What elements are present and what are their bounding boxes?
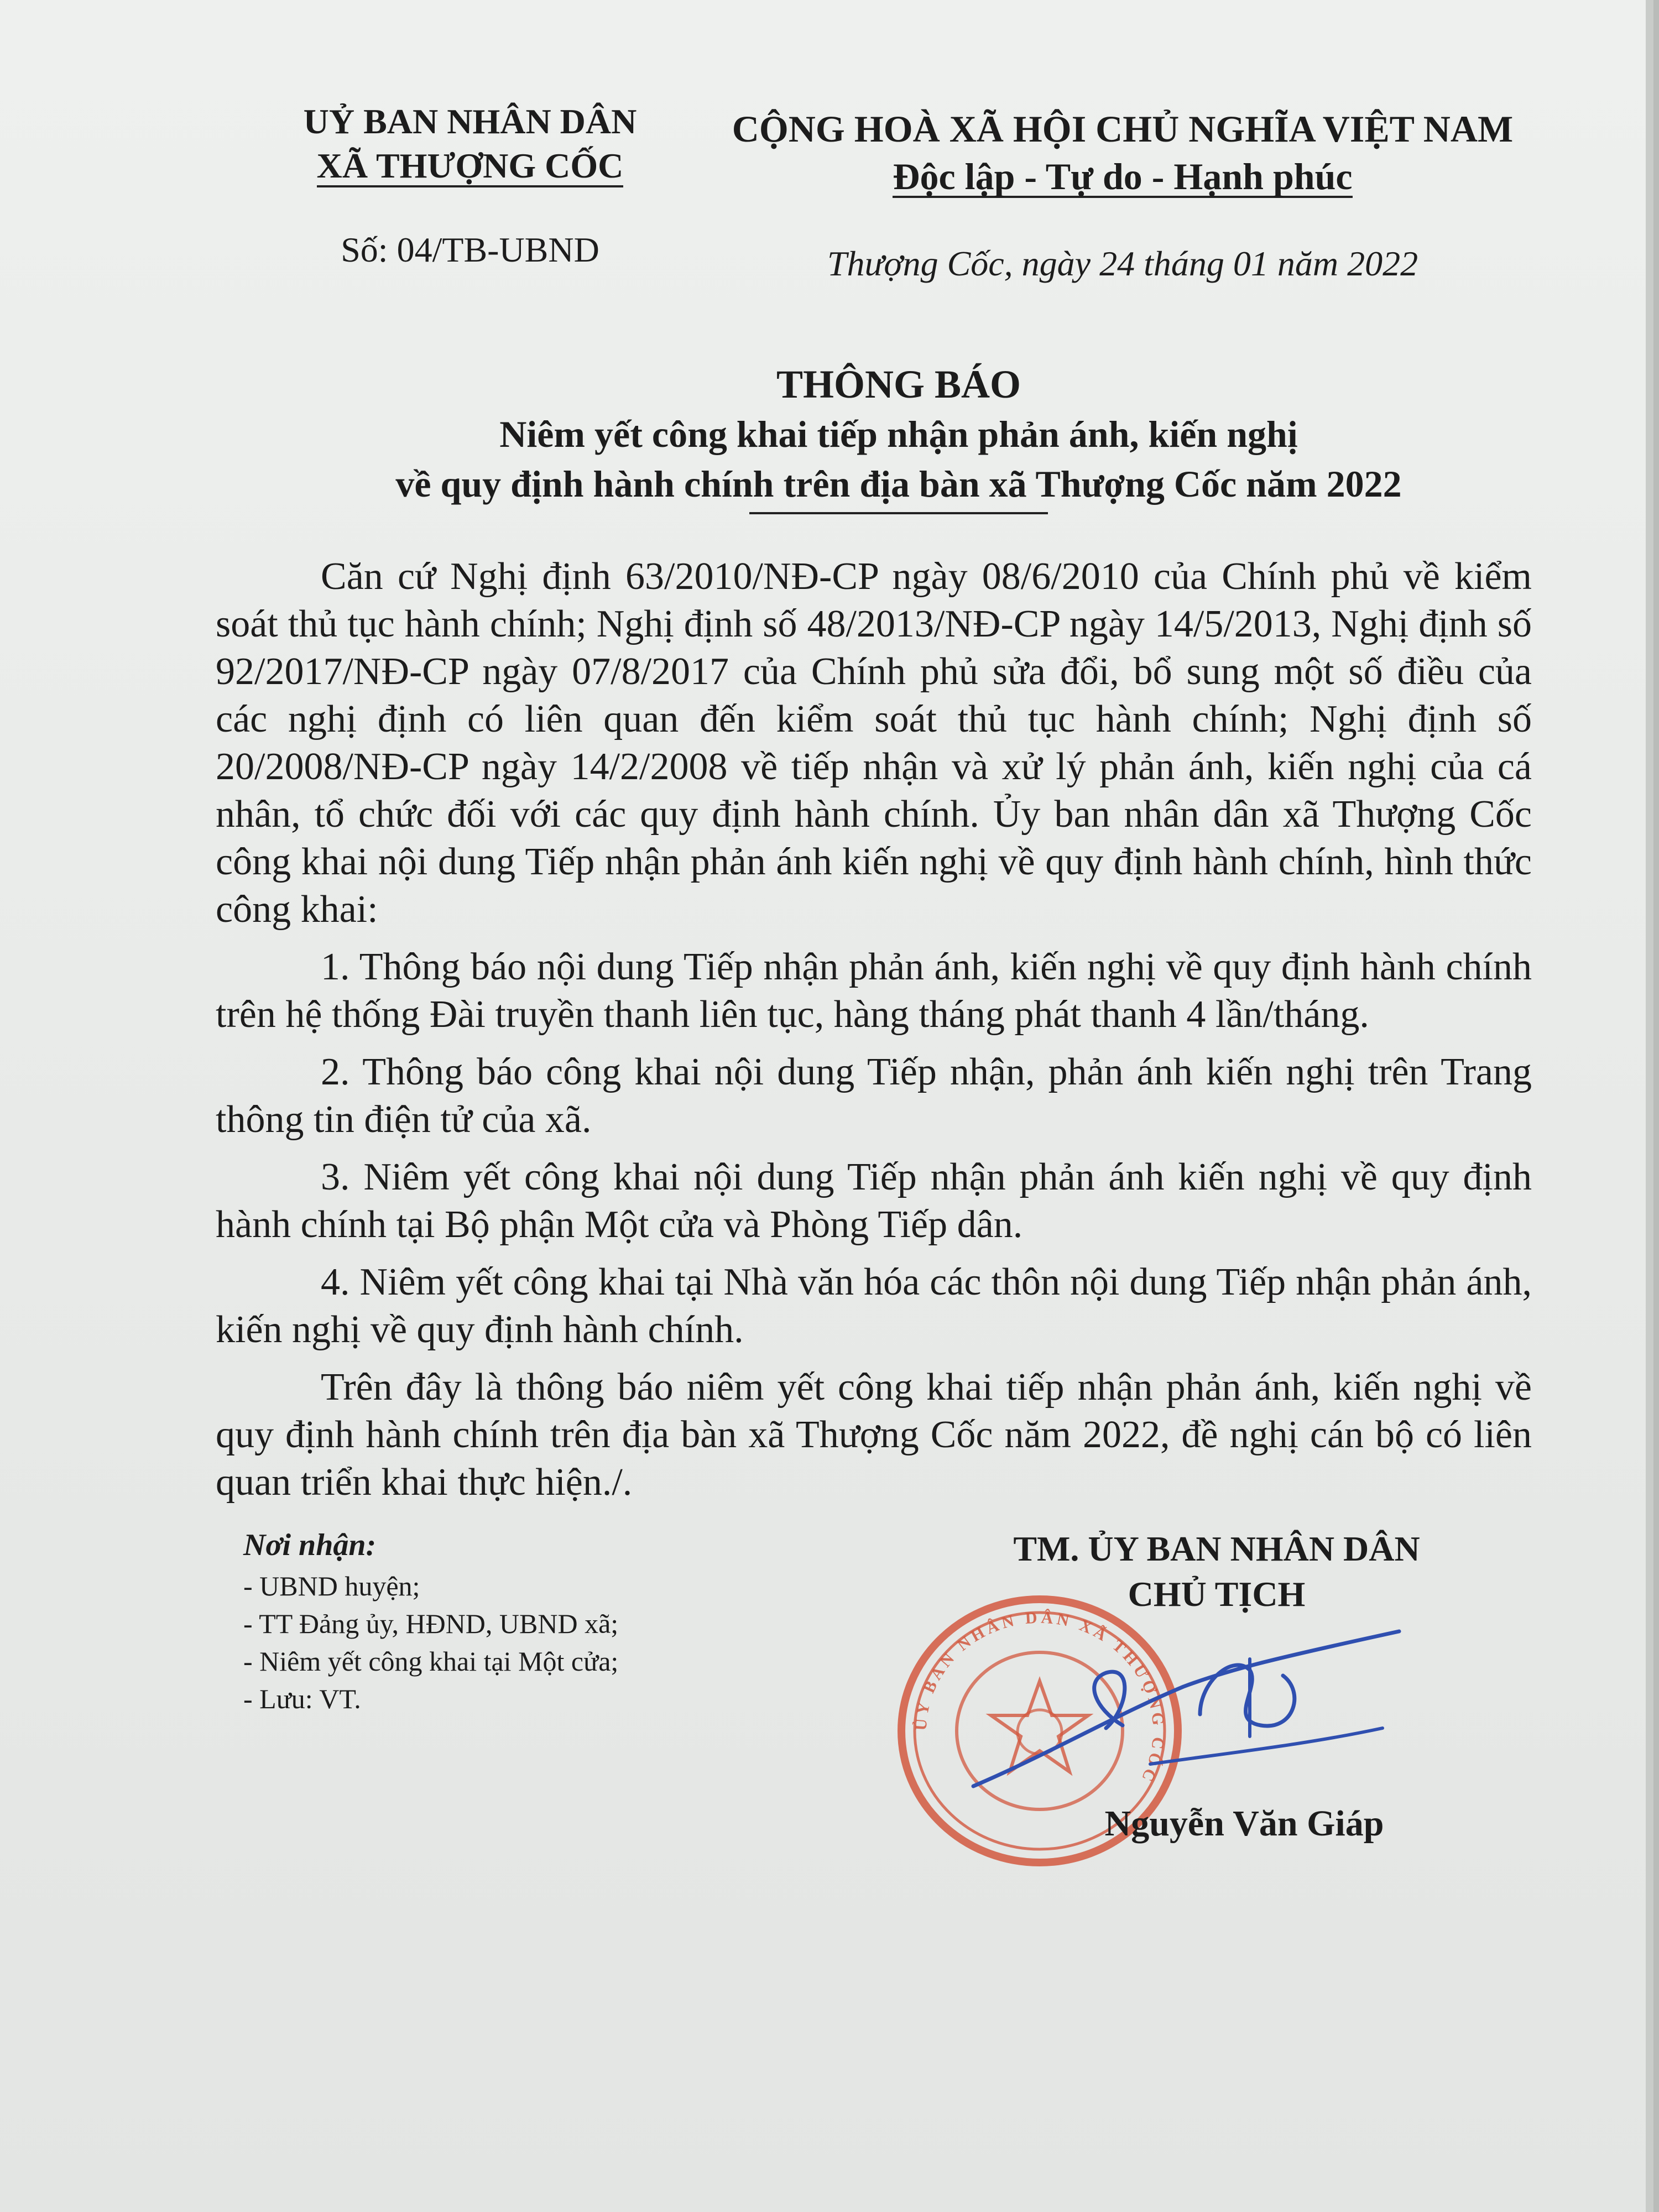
national-motto: Độc lập - Tự do - Hạnh phúc (893, 155, 1353, 197)
recipient-item: - Lưu: VT. (243, 1683, 361, 1714)
agency-line-1: UỶ BAN NHÂN DÂN (303, 102, 637, 141)
recipient-item: - Niêm yết công khai tại Một cửa; (243, 1646, 619, 1677)
handwritten-signature (940, 1620, 1438, 1819)
recipients-block (243, 1526, 796, 1718)
signer-name: Nguyễn Văn Giáp (1104, 1803, 1384, 1844)
title-underline (749, 512, 1048, 514)
title-sub-2: về quy định hành chính trên địa bàn xã Thượng Cốc năm 2022 (395, 463, 1402, 505)
on-behalf-line: TM. ỦY BAN NHÂN DÂN (1013, 1529, 1420, 1568)
paragraph-item-4: 4. Niêm yết công khai tại Nhà văn hóa các thôn nội dung Tiếp nhận phản ánh, kiến nghị về quy định hành chính. (216, 1261, 1532, 1351)
agency-line-2: XÃ THƯỢNG CỐC (317, 147, 624, 187)
paragraph-item-1: 1. Thông báo nội dung Tiếp nhận phản ánh, kiến nghị về quy định hành chính trên hệ thống Đài truyền thanh liên tục, hàng tháng phát thanh 4 lần/tháng. (216, 946, 1532, 1036)
document-number: Số: 04/TB-UBND (341, 230, 599, 269)
document-title (332, 359, 1465, 514)
country-name: CỘNG HOÀ XÃ HỘI CHỦ NGHĨA VIỆT NAM (732, 108, 1514, 150)
paragraph-closing: Trên đây là thông báo niêm yết công khai tiếp nhận phản ánh, kiến nghị về quy định hành chính trên địa bàn xã Thượng Cốc năm 2022, đề nghị cán bộ có liên quan triển khai thực hiện./. (216, 1366, 1532, 1504)
title-sub-1: Niêm yết công khai tiếp nhận phản ánh, kiến nghị (499, 413, 1298, 455)
signer-position: CHỦ TỊCH (1128, 1574, 1306, 1614)
paragraph-legal-basis: Căn cứ Nghị định 63/2010/NĐ-CP ngày 08/6/2010 của Chính phủ về kiểm soát thủ tục hành chính; Nghị định số 48/2013/NĐ-CP ngày 14/5/2013, Nghị định số 92/2017/NĐ-CP ngày 07/8/2017 của Chính phủ sửa đổi, bổ sung một số điều của các nghị định có liên quan đến kiểm soát thủ tục hành chính; Nghị định số 20/2008/NĐ-CP ngày 14/2/2008 về tiếp nhận và xử lý phản ánh, kiến nghị của cá nhân, tổ chức đối với các quy định hành chính. Ủy ban nhân dân xã Thượng Cốc công khai nội dung Tiếp nhận phản ánh kiến nghị về quy định hành chính, hình thức công khai: (216, 555, 1532, 931)
issuing-agency (243, 100, 697, 188)
title-main: THÔNG BÁO (776, 362, 1021, 406)
national-heading (702, 105, 1543, 200)
place-date: Thượng Cốc, ngày 24 tháng 01 năm 2022 (827, 244, 1418, 283)
recipient-item: - UBND huyện; (243, 1571, 420, 1601)
paragraph-item-2: 2. Thông báo công khai nội dung Tiếp nhận, phản ánh kiến nghị trên Trang thông tin điện tử của xã. (216, 1051, 1532, 1141)
svg-text:ỦY BAN NHÂN DÂN XÃ THƯỢNG CỐC: ỦY BAN NHÂN DÂN XÃ THƯỢNG CỐC (911, 1608, 1168, 1787)
document-body (216, 553, 1532, 1516)
paragraph-item-3: 3. Niêm yết công khai nội dung Tiếp nhận phản ánh kiến nghị về quy định hành chính tại Bộ phận Một cửa và Phòng Tiếp dân. (216, 1156, 1532, 1246)
recipients-heading: Nơi nhận: (243, 1528, 377, 1562)
recipient-item: - TT Đảng ủy, HĐND, UBND xã; (243, 1608, 619, 1639)
